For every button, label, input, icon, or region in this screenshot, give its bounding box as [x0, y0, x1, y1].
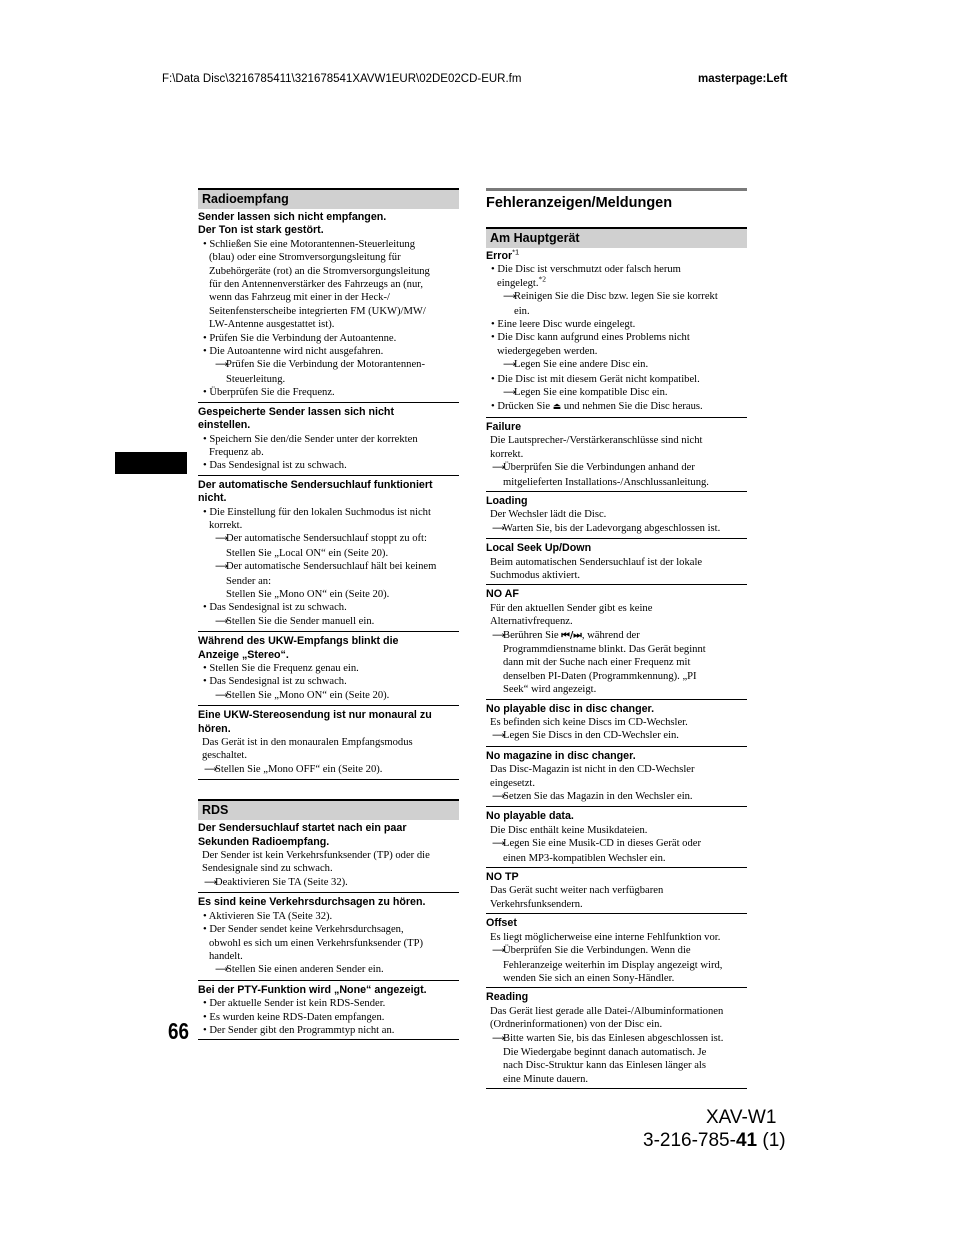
message-label: NO TP — [486, 871, 519, 884]
continuation-line: geschaltet. — [202, 750, 248, 762]
message-label: Error$^{*1}$ — [486, 247, 520, 262]
entry-question: Während des UKW-Empfangs blinkt die — [198, 635, 399, 648]
bullet-item: • Das Sendesignal ist zu schwach. — [203, 460, 347, 472]
remedy-line: ⟶Legen Sie eine Musik-CD in dieses Gerät oder — [486, 837, 747, 851]
continuation-line: Seitenfensterscheibe integrierten FM (UKW)/MW/ — [209, 305, 426, 317]
description-line: Der Wechsler lädt die Disc. — [490, 509, 607, 521]
bullet-item: • Drücken Sie ⏏ und nehmen Sie die Disc heraus. — [491, 401, 703, 413]
entry-no-magazine — [486, 748, 747, 808]
remedy-line: ⟶Der automatische Sendersuchlauf stoppt zu oft: — [198, 532, 459, 546]
remedy-line: ⟶Stellen Sie die Sender manuell ein. — [198, 615, 459, 629]
section-tab-marker — [115, 452, 187, 474]
continuation-line: Zubehörgeräte (rot) an die Stromversorgungsleitung — [209, 265, 430, 277]
remedy-line: ⟶Reinigen Sie die Disc bzw. legen Sie sie korrekt — [486, 290, 747, 304]
continuation-line: wenn das Fahrzeug mit einer in der Heck-/ — [209, 292, 390, 304]
continuation-line: wiedergegeben werden. — [497, 345, 598, 357]
bullet-item: • Der Sender sendet keine Verkehrsdurchsagen, — [203, 924, 404, 936]
continuation-line: Fehleranzeige weiterhin im Display angezeigt wird, — [503, 959, 723, 971]
part-number: 3-216-785-41 (1) — [643, 1130, 786, 1151]
bullet-item: • Es wurden keine RDS-Daten empfangen. — [203, 1011, 385, 1023]
continuation-line: Frequenz ab. — [209, 446, 264, 458]
continuation-line: korrekt. — [490, 448, 524, 460]
arrow-right-icon: ⟶ — [492, 839, 505, 850]
remedy-line: ⟶Überprüfen Sie die Verbindungen anhand der — [486, 461, 747, 475]
entry-offset — [486, 915, 747, 988]
bullet-item: • Stellen Sie die Frequenz genau ein. — [203, 663, 359, 674]
left-column — [198, 188, 459, 1041]
arrow-right-icon: ⟶ — [492, 630, 505, 641]
entry-auto-tuning — [198, 477, 459, 632]
arrow-right-icon: ⟶ — [215, 616, 228, 627]
entry-no-playable-disc — [486, 701, 747, 747]
description-line: Es liegt möglicherweise eine interne Fehlfunktion vor. — [490, 931, 721, 943]
entry-no-af — [486, 586, 747, 699]
entry-question: Anzeige „Stereo“. — [198, 648, 289, 661]
arrow-right-icon: ⟶ — [503, 292, 516, 303]
continuation-line: Die Wiedergabe beginnt danach automatisch. Je — [503, 1046, 707, 1058]
description-line: Beim automatischen Sendersuchlauf ist der lokale — [490, 556, 703, 568]
continuation-line: eingesetzt. — [490, 777, 536, 789]
continuation-line: Programmdienstname blinkt. Das Gerät beginnt — [503, 643, 706, 655]
arrow-right-icon: ⟶ — [492, 523, 505, 534]
bullet-item: • Die Disc ist verschmutzt oder falsch herum — [491, 264, 681, 276]
remedy-line: ⟶Stellen Sie einen anderen Sender ein. — [198, 963, 459, 977]
continuation-line: obwohl es sich um einen Verkehrsfunksender (TP) — [209, 937, 423, 949]
entry-no-traffic — [198, 894, 459, 980]
remedy-line: ⟶Berühren Sie ⏮/⏭, während der — [486, 629, 747, 643]
message-label: Failure — [486, 420, 522, 433]
continuation-line: dann mit der Suche nach einer Frequenz mit — [503, 657, 691, 669]
continuation-line: (blau) oder eine Stromversorgungsleitung für — [209, 252, 401, 264]
continuation-line: einen MP3-kompatiblen Wechsler ein. — [503, 852, 666, 864]
entry-question: Eine UKW-Stereosendung ist nur monaural zu — [198, 709, 432, 722]
description-line: Das Disc-Magazin ist nicht in den CD-Wechsler — [490, 764, 695, 776]
message-label: No playable data. — [486, 810, 574, 823]
continuation-line: LW-Antenne ausgestattet ist). — [209, 319, 335, 331]
entry-question: Bei der PTY-Funktion wird „None“ angezeigt. — [198, 983, 427, 996]
continuation-line: Steuerleitung. — [226, 373, 286, 385]
entry-question: Es sind keine Verkehrsdurchsagen zu hören. — [198, 896, 426, 909]
description-line: Das Gerät liest gerade alle Datei-/Albuminformationen — [490, 1005, 724, 1017]
bullet-item: • Eine leere Disc wurde eingelegt. — [491, 319, 636, 331]
description-line: Die Disc enthält keine Musikdateien. — [490, 824, 648, 836]
bullet-item: • Prüfen Sie die Verbindung der Autoantenne. — [203, 332, 397, 344]
bullet-item: • Das Sendesignal ist zu schwach. — [203, 676, 347, 688]
arrow-right-icon: ⟶ — [492, 463, 505, 474]
continuation-line: Sender an: — [226, 575, 272, 587]
right-column — [486, 188, 747, 1090]
entry-seek-starts — [198, 820, 459, 893]
arrow-right-icon: ⟶ — [215, 690, 228, 701]
description-line: Die Lautsprecher-/Verstärkeranschlüsse sind nicht — [490, 435, 703, 447]
continuation-line: Sendesignale sind zu schwach. — [202, 863, 333, 875]
entry-question: Sekunden Radioempfang. — [198, 835, 330, 848]
entry-presets — [198, 404, 459, 476]
arrow-right-icon: ⟶ — [492, 1033, 505, 1044]
entry-no-tp — [486, 869, 747, 914]
arrow-right-icon: ⟶ — [492, 946, 505, 957]
remedy-line: ⟶Bitte warten Sie, bis das Einlesen abgeschlossen ist. — [486, 1032, 747, 1046]
message-label: Reading — [486, 991, 529, 1004]
continuation-line: Suchmodus aktiviert. — [490, 569, 581, 581]
bullet-item: • Schließen Sie eine Motorantennen-Steuerleitung — [203, 238, 415, 250]
entry-question: einstellen. — [198, 419, 251, 432]
entry-question: Sender lassen sich nicht empfangen. — [198, 211, 387, 223]
entry-local-seek — [486, 540, 747, 585]
bullet-item: • Der Sender gibt den Programmtyp nicht an. — [203, 1024, 395, 1036]
continuation-line: mitgelieferten Installations-/Anschlussanleitung. — [503, 476, 709, 488]
remedy-line: ⟶Stellen Sie „Mono OFF“ ein (Seite 20). — [198, 763, 459, 777]
model-name: XAV-W1 — [706, 1107, 777, 1128]
continuation-line: nach Disc-Struktur kann das Einlesen länger als — [503, 1060, 706, 1072]
masterpage-label: masterpage:Left — [698, 73, 788, 85]
remedy-line: ⟶Warten Sie, bis der Ladevorgang abgeschlossen ist. — [486, 522, 747, 536]
continuation-line: Verkehrsfunksendern. — [490, 898, 583, 910]
bullet-item: • Speichern Sie den/die Sender unter der korrekten — [203, 433, 418, 445]
page-title: Fehleranzeigen/Meldungen — [486, 188, 747, 227]
description-line: Für den aktuellen Sender gibt es keine — [490, 602, 653, 614]
entry-loading — [486, 493, 747, 539]
remedy-line: ⟶Stellen Sie „Mono ON“ ein (Seite 20). — [198, 689, 459, 703]
message-label: No playable disc in disc changer. — [486, 702, 655, 715]
page-number: 66 — [168, 1018, 189, 1044]
prev-next-icon: ⏮/⏭ — [561, 629, 582, 641]
continuation-line: für den Antennenverstärker des Fahrzeugs an (nur, — [209, 279, 424, 291]
continuation-line: Alternativfrequenz. — [490, 616, 573, 628]
entry-question: Der automatische Sendersuchlauf funktioniert — [198, 478, 433, 491]
message-label: No magazine in disc changer. — [486, 749, 636, 762]
remedy-line: ⟶Legen Sie eine andere Disc ein. — [486, 358, 747, 372]
entry-pty-none — [198, 982, 459, 1041]
continuation-line: denselben PI-Daten (Programmkennung). „PI — [503, 670, 697, 682]
continuation-line: Stellen Sie „Local ON“ ein (Seite 20). — [226, 547, 389, 559]
entry-no-reception — [198, 209, 459, 403]
message-label: Loading — [486, 494, 528, 507]
message-label: Local Seek Up/Down — [486, 542, 592, 555]
bullet-item: • Das Sendesignal ist zu schwach. — [203, 602, 347, 614]
eject-icon: ⏏ — [552, 402, 562, 413]
entry-error — [486, 248, 747, 418]
entry-question: Gespeicherte Sender lassen sich nicht — [198, 405, 395, 418]
section-heading-radio: Radioempfang — [198, 188, 459, 209]
entry-question: Der Ton ist stark gestört. — [198, 224, 324, 237]
description-line: Das Gerät sucht weiter nach verfügbaren — [490, 885, 664, 897]
section-heading-main-unit: Am Hauptgerät — [486, 227, 747, 248]
arrow-right-icon: ⟶ — [492, 731, 505, 742]
arrow-right-icon: ⟶ — [204, 764, 217, 775]
arrow-right-icon: ⟶ — [492, 792, 505, 803]
continuation-line: eingelegt.$^{*2}$ — [497, 274, 546, 289]
arrow-right-icon: ⟶ — [215, 965, 228, 976]
remedy-line: ⟶Deaktivieren Sie TA (Seite 32). — [198, 876, 459, 890]
arrow-right-icon: ⟶ — [215, 534, 228, 545]
message-label: Offset — [486, 917, 517, 930]
description-line: Der Sender ist kein Verkehrsfunksender (TP) oder die — [202, 850, 430, 862]
file-path-header: F:\Data Disc\3216785411\321678541XAVW1EUR\02DE02CD-EUR.fm — [162, 73, 522, 85]
remedy-line: ⟶Legen Sie eine kompatible Disc ein. — [486, 386, 747, 400]
arrow-right-icon: ⟶ — [215, 562, 228, 573]
bullet-item: • Die Einstellung für den lokalen Suchmodus ist nicht — [203, 506, 431, 518]
remedy-line: ⟶Der automatische Sendersuchlauf hält bei keinem — [198, 560, 459, 574]
entry-question: nicht. — [198, 492, 227, 505]
entry-reading — [486, 989, 747, 1089]
entry-stereo-blink — [198, 633, 459, 706]
entry-question: Der Sendersuchlauf startet nach ein paar — [198, 822, 407, 835]
remedy-line: ⟶Überprüfen Sie die Verbindungen. Wenn die — [486, 944, 747, 958]
bullet-item: • Der aktuelle Sender ist kein RDS-Sender. — [203, 998, 386, 1010]
arrow-right-icon: ⟶ — [204, 877, 217, 888]
continuation-line: Seek“ wird angezeigt. — [503, 684, 597, 696]
arrow-right-icon: ⟶ — [215, 360, 228, 371]
entry-failure — [486, 419, 747, 492]
remedy-line: ⟶Legen Sie Discs in den CD-Wechsler ein. — [486, 729, 747, 743]
continuation-line: wenden Sie sich an einen Sony-Händler. — [503, 972, 675, 984]
continuation-line: (Ordnerinformationen) von der Disc ein. — [490, 1019, 663, 1031]
arrow-right-icon: ⟶ — [503, 388, 516, 399]
continuation-line: eine Minute dauern. — [503, 1073, 589, 1085]
bullet-item: • Die Disc kann aufgrund eines Problems nicht — [491, 332, 690, 344]
continuation-line: Stellen Sie „Mono ON“ ein (Seite 20). — [226, 588, 390, 600]
description-line: Das Gerät ist in den monauralen Empfangsmodus — [202, 737, 413, 749]
bullet-item: • Die Autoantenne wird nicht ausgefahren. — [203, 346, 384, 358]
entry-no-playable-data — [486, 808, 747, 868]
continuation-line: korrekt. — [209, 519, 243, 531]
message-label: NO AF — [486, 588, 519, 601]
bullet-item: • Überprüfen Sie die Frequenz. — [203, 387, 335, 399]
remedy-line: ⟶Setzen Sie das Magazin in den Wechsler ein. — [486, 790, 747, 804]
description-line: Es befinden sich keine Discs im CD-Wechsler. — [490, 717, 688, 728]
remedy-line: ⟶Prüfen Sie die Verbindung der Motorantennen- — [198, 358, 459, 372]
continuation-line: ein. — [514, 305, 530, 317]
arrow-right-icon: ⟶ — [503, 360, 516, 371]
bullet-item: • Aktivieren Sie TA (Seite 32). — [203, 910, 333, 922]
entry-mono — [198, 707, 459, 780]
entry-question: hören. — [198, 722, 231, 735]
section-heading-rds: RDS — [198, 799, 459, 820]
bullet-item: • Die Disc ist mit diesem Gerät nicht kompatibel. — [491, 373, 700, 385]
continuation-line: handelt. — [209, 950, 243, 962]
